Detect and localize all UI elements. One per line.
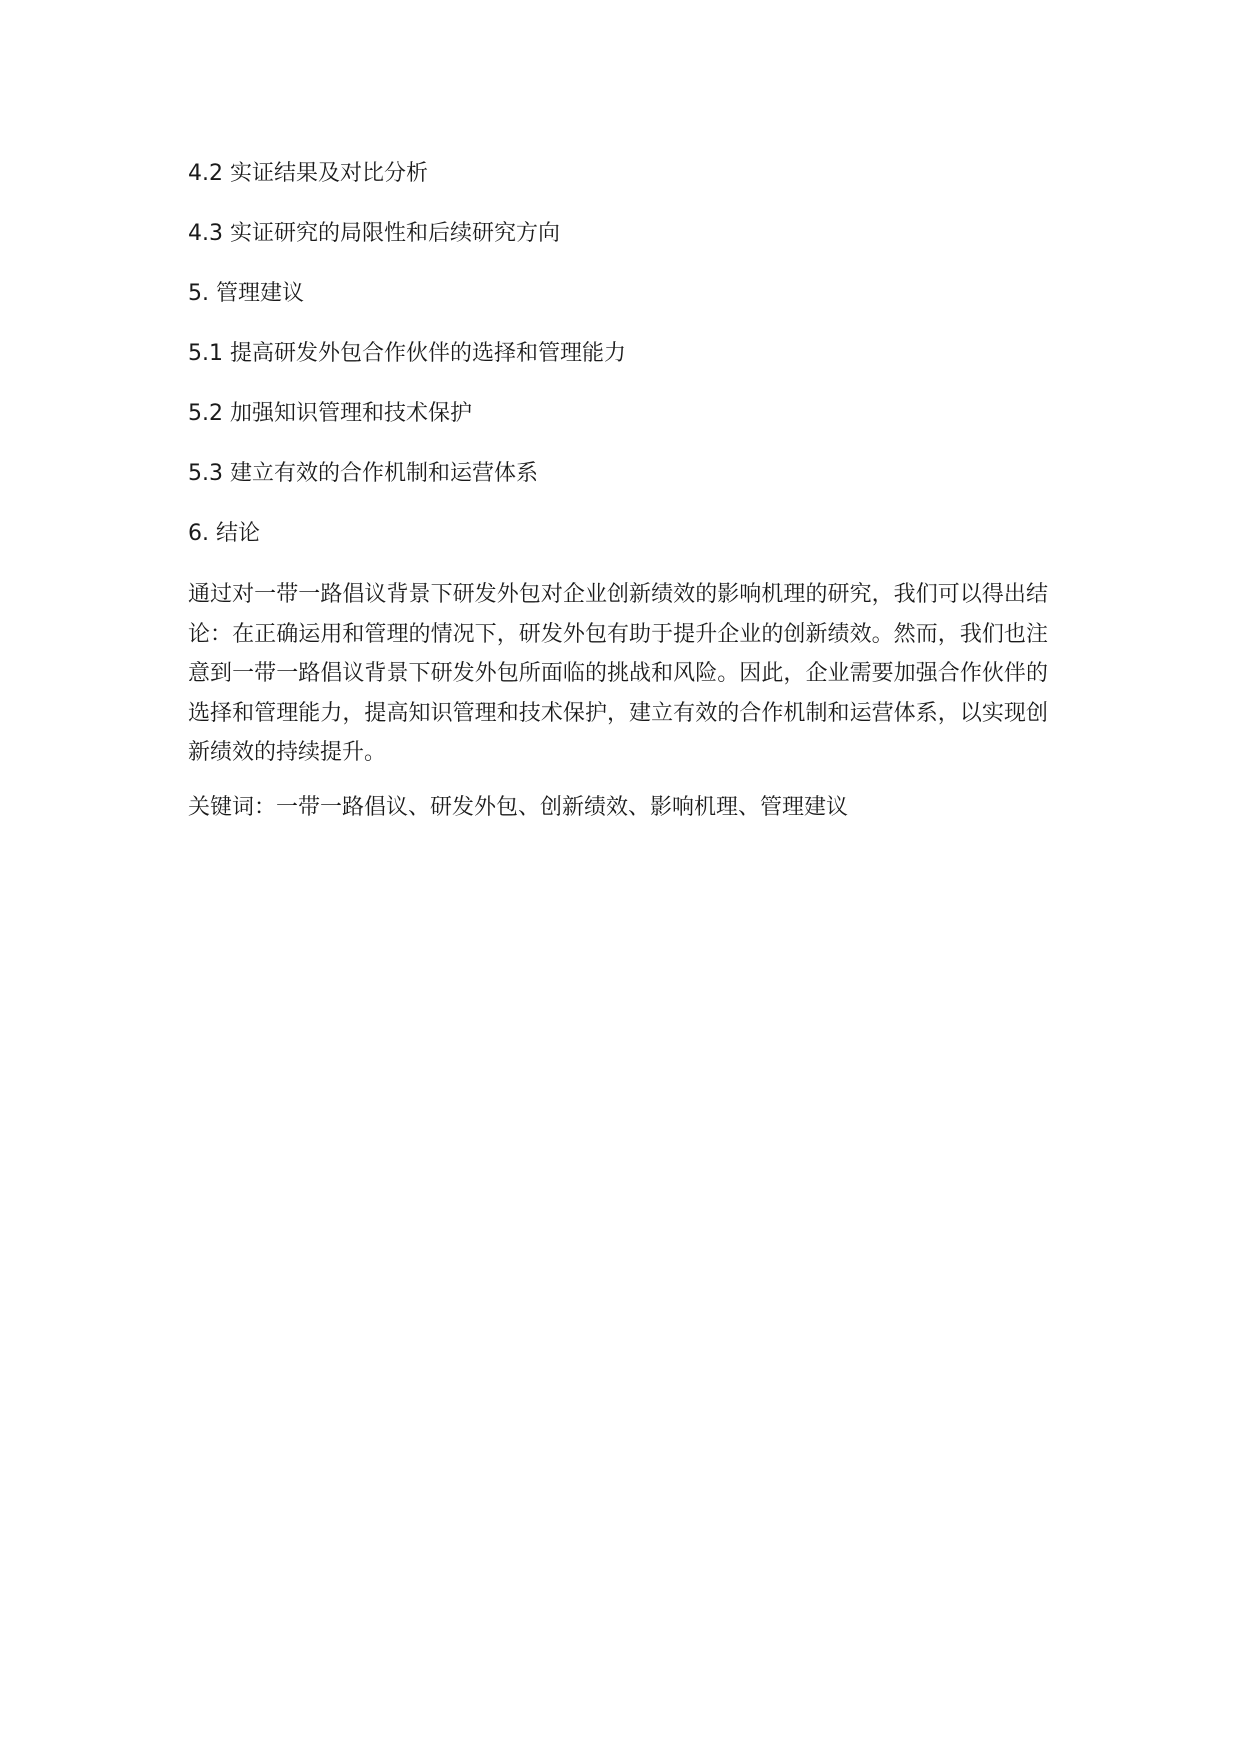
heading-5-1: 5.1 提高研发外包合作伙伴的选择和管理能力 bbox=[188, 341, 626, 366]
conclusion-paragraph: 通过对一带一路倡议背景下研发外包对企业创新绩效的影响机理的研究，我们可以得出结论：在正确运用和管理的情况下，研发外包有助于提升企业的创新绩效。然而，我们也注意到一带一路倡议背景下研发外包所面临的挑战和风险。因此，企业需要加强合作伙伴的选择和管理能力，提高知识管理和技术保护，建立有效的合作机制和运营体系，以实现创新绩效的持续提升。 bbox=[188, 582, 1048, 765]
keywords-line: 关键词：一带一路倡议、研发外包、创新绩效、影响机理、管理建议 bbox=[188, 794, 849, 820]
heading-5-2: 5.2 加强知识管理和技术保护 bbox=[188, 401, 472, 426]
heading-4-3: 4.3 实证研究的局限性和后续研究方向 bbox=[188, 221, 560, 246]
heading-4-2: 4.2 实证结果及对比分析 bbox=[188, 161, 428, 186]
page-content bbox=[188, 155, 1048, 827]
heading-6: 6. 结论 bbox=[188, 521, 260, 546]
heading-5: 5. 管理建议 bbox=[188, 281, 304, 306]
heading-5-3: 5.3 建立有效的合作机制和运营体系 bbox=[188, 461, 538, 486]
